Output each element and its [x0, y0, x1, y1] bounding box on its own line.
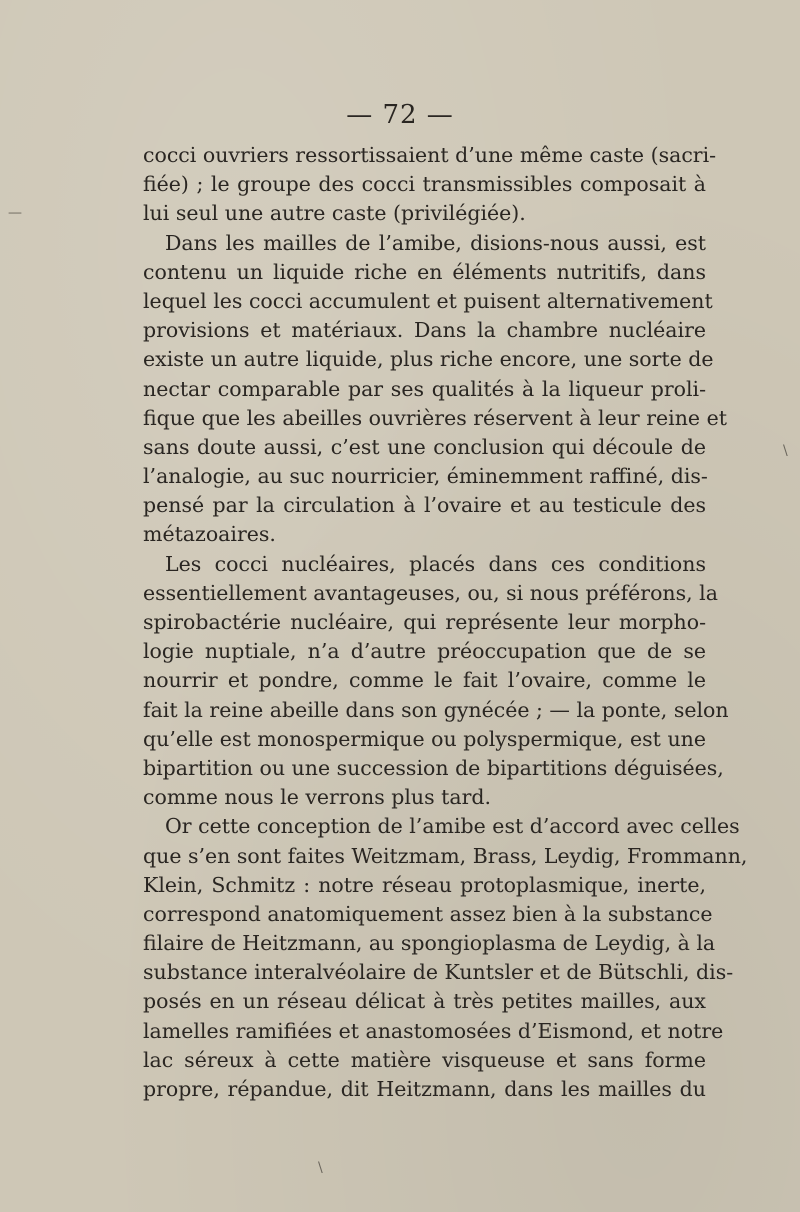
text-line: sans doute aussi, c’est une conclusion qui découle de	[143, 434, 706, 459]
text-line: nectar comparable par ses qualités à la liqueur proli-	[143, 376, 706, 401]
text-line: lamelles ramifiées et anastomosées d’Eismond, et notre	[143, 1018, 724, 1043]
text-line: existe un autre liquide, plus riche encore, une sorte de	[143, 347, 714, 372]
text-line: fiée) ; le groupe des cocci transmissibles composait à	[143, 172, 706, 197]
text-line: lequel les cocci accumulent et puisent alternativement	[143, 288, 713, 313]
text-line: métazoaires.	[143, 522, 276, 547]
body-text	[143, 141, 748, 1104]
text-line: logie nuptiale, n’a d’autre préoccupation que de se	[143, 639, 706, 664]
text-line: comme nous le verrons plus tard.	[143, 785, 492, 810]
text-line: propre, répandue, dit Heitzmann, dans les mailles du	[143, 1077, 706, 1101]
text-line: lui seul une autre caste (privilégiée).	[143, 201, 526, 226]
text-line: fait la reine abeille dans son gynécée ; — la ponte, selon	[143, 697, 729, 722]
text-line: pensé par la circulation à l’ovaire et au testicule des	[143, 493, 706, 518]
text-line: contenu un liquide riche en éléments nutritifs, dans	[143, 259, 706, 284]
page-number: — 72 —	[346, 100, 454, 130]
text-line: spirobactérie nucléaire, qui représente leur morpho-	[143, 610, 706, 634]
text-line: correspond anatomiquement assez bien à la substance	[143, 901, 713, 926]
text-line: Dans les mailles de l’amibe, disions-nous aussi, est	[165, 230, 706, 255]
text-line: que s’en sont faites Weitzmam, Brass, Leydig, Frommann,	[143, 843, 748, 868]
text-line: lac séreux à cette matière visqueuse et sans forme	[143, 1047, 706, 1072]
text-line: bipartition ou une succession de bipartitions déguisées,	[143, 755, 724, 780]
text-line: cocci ouvriers ressortissaient d’une même caste (sacri-	[143, 143, 717, 167]
margin-mark: \	[318, 1160, 323, 1176]
text-line: Les cocci nucléaires, placés dans ces conditions	[165, 551, 706, 576]
text-line: posés en un réseau délicat à très petites mailles, aux	[143, 989, 706, 1014]
text-line: l’analogie, au suc nourricier, éminemment raffiné, dis-	[143, 464, 708, 489]
text-line: filaire de Heitzmann, au spongioplasma de Leydig, à la	[143, 931, 716, 956]
text-line: Klein, Schmitz : notre réseau protoplasmique, inerte,	[143, 872, 706, 897]
text-line: fique que les abeilles ouvrières réservent à leur reine et	[143, 405, 727, 430]
margin-mark: —	[8, 205, 22, 221]
margin-mark: \	[783, 443, 788, 459]
text-line: nourrir et pondre, comme le fait l’ovaire, comme le	[143, 668, 706, 693]
text-line: provisions et matériaux. Dans la chambre nucléaire	[143, 318, 706, 343]
text-line: Or cette conception de l’amibe est d’accord avec celles	[165, 814, 740, 839]
text-line: qu’elle est monospermique ou polyspermique, est une	[143, 726, 706, 751]
text-line: essentiellement avantageuses, ou, si nous préférons, la	[143, 580, 718, 605]
text-line: substance interalvéolaire de Kuntsler et de Bütschli, dis-	[143, 960, 734, 985]
